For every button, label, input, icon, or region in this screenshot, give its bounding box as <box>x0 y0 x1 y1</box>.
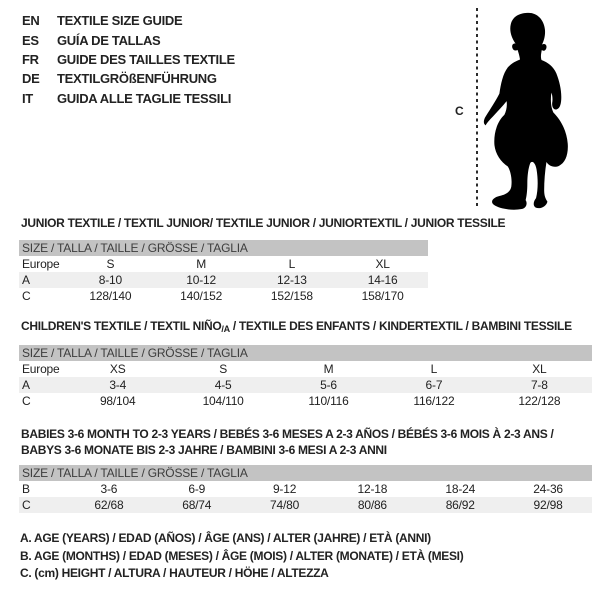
table-cell: 10-12 <box>186 273 216 287</box>
table-row <box>19 256 428 272</box>
junior-section-title: JUNIOR TEXTILE / TEXTIL JUNIOR/ TEXTILE JUNIOR / JUNIORTEXTIL / JUNIOR TESSILE <box>21 216 506 230</box>
guide-title: GUÍA DE TALLAS <box>57 32 161 48</box>
height-measure-dotted-line <box>476 8 478 208</box>
table-row <box>19 361 592 377</box>
children-title-text: / TEXTILE DES ENFANTS / KINDERTEXTIL / BAMBINI TESSILE <box>229 319 572 333</box>
table-cell: L <box>430 362 438 376</box>
language-row-it <box>22 89 235 108</box>
table-cell: S <box>219 362 228 376</box>
table-cell: 98/104 <box>99 394 136 408</box>
children-section-title <box>21 319 572 334</box>
children-title-text: CHILDREN'S TEXTILE / TEXTIL NIÑO <box>21 319 222 333</box>
table-cell: 6-7 <box>425 378 443 392</box>
table-cell: 5-6 <box>320 378 337 392</box>
table-row <box>19 377 592 393</box>
height-measure-label: C <box>455 104 464 118</box>
table-row <box>19 288 428 304</box>
junior-size-header-bar: SIZE / TALLA / TAILLE / GRÖSSE / TAGLIA <box>19 240 428 256</box>
table-row <box>19 393 592 409</box>
junior-size-table <box>19 240 428 304</box>
table-cell: 9-12 <box>272 482 297 496</box>
table-cell: 24-36 <box>533 482 563 496</box>
row-label: A <box>22 378 30 392</box>
row-label: Europe <box>22 362 60 376</box>
table-cell: 80/86 <box>357 498 387 512</box>
table-cell: S <box>106 257 115 271</box>
note-age-months: B. AGE (MONTHS) / EDAD (MESES) / ÂGE (MOIS) / ALTER (MONATE) / ETÀ (MESI) <box>20 548 464 563</box>
table-cell: 7-8 <box>530 378 548 392</box>
babies-title-line1: BABIES 3-6 MONTH TO 2-3 YEARS / BEBÉS 3-6 MESES A 2-3 AÑOS / BÉBÉS 3-6 MOIS À 2-3 ANS / <box>21 427 554 441</box>
table-cell: 8-10 <box>98 273 122 287</box>
table-cell: 6-9 <box>188 482 206 496</box>
table-cell: 12-13 <box>277 273 307 287</box>
table-cell: 68/74 <box>182 498 212 512</box>
table-cell: 74/80 <box>270 498 300 512</box>
guide-title: GUIDE DES TAILLES TEXTILE <box>57 51 235 67</box>
row-label: C <box>22 394 31 408</box>
row-label: C <box>22 289 31 303</box>
language-code: FR <box>22 51 39 67</box>
language-list <box>22 11 235 108</box>
language-row-es <box>22 30 235 49</box>
table-cell: M <box>196 257 207 271</box>
guide-title: TEXTILGRÖßENFÜHRUNG <box>57 71 217 87</box>
guide-title: TEXTILE SIZE GUIDE <box>57 13 183 29</box>
table-cell: M <box>323 362 334 376</box>
table-cell: 158/170 <box>361 289 404 303</box>
table-cell: XL <box>375 257 390 271</box>
table-cell: 128/140 <box>89 289 132 303</box>
table-cell: 3-4 <box>109 378 127 392</box>
language-code: EN <box>22 13 40 29</box>
babies-size-table <box>19 465 592 513</box>
language-row-fr <box>22 50 235 69</box>
table-cell: 110/116 <box>308 394 349 408</box>
children-size-header-bar: SIZE / TALLA / TAILLE / GRÖSSE / TAGLIA <box>19 345 592 361</box>
table-cell: 122/128 <box>518 394 561 408</box>
language-row-de <box>22 69 235 88</box>
row-label: Europe <box>22 257 60 271</box>
table-cell: 4-5 <box>214 378 232 392</box>
babies-section-title <box>21 426 553 458</box>
table-cell: 92/98 <box>533 498 563 512</box>
children-size-table <box>19 345 592 409</box>
table-cell: 62/68 <box>94 498 124 512</box>
table-cell: 116/122 <box>413 394 455 408</box>
table-cell: 86/92 <box>445 498 475 512</box>
table-cell: 140/152 <box>180 289 223 303</box>
babies-size-header-bar: SIZE / TALLA / TAILLE / GRÖSSE / TAGLIA <box>19 465 592 481</box>
note-age-years: A. AGE (YEARS) / EDAD (AÑOS) / ÂGE (ANS) / ALTER (JAHRE) / ETÀ (ANNI) <box>20 531 431 545</box>
measurement-notes <box>20 531 463 584</box>
table-row <box>19 481 592 497</box>
table-cell: XS <box>109 362 126 376</box>
language-code: ES <box>22 32 39 48</box>
row-label: C <box>22 498 31 512</box>
language-row-en <box>22 11 235 30</box>
table-cell: 18-24 <box>445 482 476 496</box>
table-cell: 14-16 <box>367 273 398 287</box>
note-height-cm: C. (cm) HEIGHT / ALTURA / HAUTEUR / HÖHE / ALTEZZA <box>20 566 329 580</box>
table-row <box>19 497 592 513</box>
baby-silhouette-icon <box>483 4 598 212</box>
table-cell: 3-6 <box>100 482 118 496</box>
row-label: A <box>22 273 30 287</box>
guide-title: GUIDA ALLE TAGLIE TESSILI <box>57 90 232 106</box>
babies-title-line2: BABYS 3-6 MONATE BIS 2-3 JAHRE / BAMBINI 3-6 MESI A 2-3 ANNI <box>21 443 387 457</box>
row-label: B <box>22 482 30 496</box>
table-row <box>19 272 428 288</box>
language-code: IT <box>22 90 33 106</box>
table-cell: XL <box>532 362 547 376</box>
children-title-subscript: /A <box>221 324 230 334</box>
table-cell: 12-18 <box>357 482 388 496</box>
language-code: DE <box>22 71 40 87</box>
table-cell: 104/110 <box>202 394 244 408</box>
table-cell: 152/158 <box>270 289 313 303</box>
table-cell: L <box>288 257 296 271</box>
